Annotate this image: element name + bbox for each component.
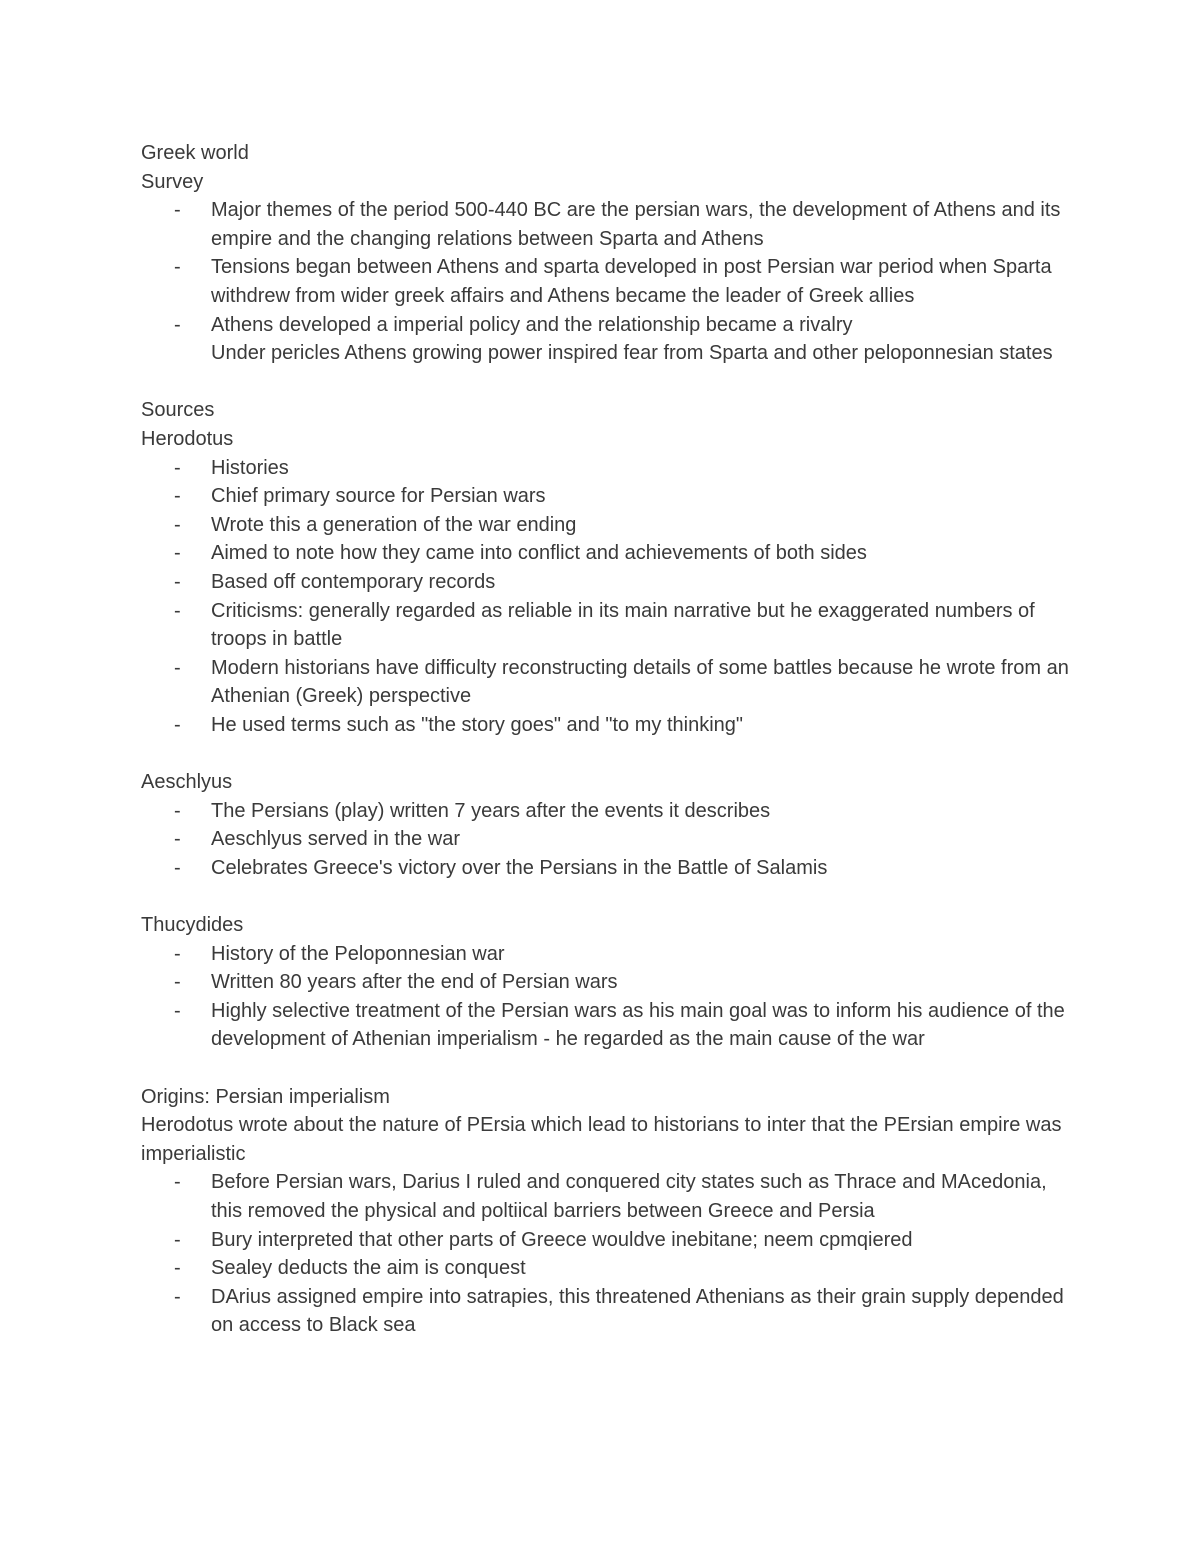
list-item-text: Celebrates Greece's victory over the Persians in the Battle of Salamis (211, 856, 828, 879)
bullet-dash: - (174, 1171, 181, 1194)
bullet-dash: - (174, 799, 181, 822)
list-item (141, 1226, 1071, 1255)
list-item (141, 1254, 1071, 1283)
thucydides-list (141, 940, 1071, 1054)
bullet-dash: - (174, 971, 181, 994)
thucydides-heading: Thucydides (141, 914, 244, 937)
paragraph-spacer (141, 739, 1071, 768)
list-item (141, 654, 1071, 711)
list-item-text: Athens developed a imperial policy and the relationship became a rivalry (211, 313, 853, 336)
list-item (141, 597, 1071, 654)
list-item (141, 1168, 1071, 1225)
list-item-text: Criticisms: generally regarded as reliable in its main narrative but he exaggerated numbers of troops in battle (211, 599, 1035, 651)
bullet-dash: - (174, 856, 181, 879)
bullet-dash: - (174, 599, 181, 622)
document-title: Greek world (141, 142, 249, 164)
survey-continuation: Under pericles Athens growing power inspired fear from Sparta and other peloponnesian states (211, 342, 1053, 365)
list-item-text: The Persians (play) written 7 years after the events it describes (211, 799, 771, 822)
list-item (141, 797, 1071, 826)
list-item (141, 940, 1071, 969)
list-item (141, 825, 1071, 854)
herodotus-heading: Herodotus (141, 427, 234, 450)
list-item (141, 568, 1071, 597)
bullet-dash: - (174, 542, 181, 565)
origins-list (141, 1168, 1071, 1340)
bullet-dash: - (174, 1228, 181, 1251)
origins-intro: Herodotus wrote about the nature of PErsia which lead to historians to inter that the PErsian empire was imperialistic (141, 1114, 1062, 1165)
list-item (141, 311, 1071, 340)
list-item (141, 253, 1071, 310)
list-item-text: Aeschlyus served in the war (211, 828, 461, 851)
bullet-dash: - (174, 513, 181, 536)
list-item-text: Chief primary source for Persian wars (211, 485, 546, 508)
list-item (141, 511, 1071, 540)
bullet-dash: - (174, 1285, 181, 1308)
bullet-dash: - (174, 828, 181, 851)
document-page (141, 139, 1071, 1340)
sources-heading: Sources (141, 399, 215, 422)
list-item-text: Aimed to note how they came into conflict and achievements of both sides (211, 542, 867, 565)
bullet-dash: - (174, 942, 181, 965)
list-item-text: Based off contemporary records (211, 570, 496, 593)
list-item-text: Wrote this a generation of the war ending (211, 513, 577, 536)
bullet-dash: - (174, 456, 181, 479)
bullet-dash: - (174, 199, 181, 222)
list-item (141, 711, 1071, 740)
list-item-text: Highly selective treatment of the Persian wars as his main goal was to inform his audience of the development of Athenian imperialism - he regarded as the main cause of the war (211, 999, 1065, 1051)
bullet-dash: - (174, 256, 181, 279)
survey-heading: Survey (141, 170, 204, 193)
bullet-dash: - (174, 999, 181, 1022)
list-item-text: Tensions began between Athens and sparta developed in post Persian war period when Sparta withdrew from wider greek affairs and Athens became the leader of Greek allies (211, 256, 1052, 307)
list-item-text: Before Persian wars, Darius I ruled and conquered city states such as Thrace and MAcedonia, this removed the physical and poltiical barriers between Greece and Persia (211, 1171, 1047, 1222)
paragraph-spacer (141, 368, 1071, 397)
list-item (141, 854, 1071, 883)
bullet-dash: - (174, 1257, 181, 1280)
list-item (141, 196, 1071, 253)
origins-heading: Origins: Persian imperialism (141, 1085, 390, 1108)
list-item-text: History of the Peloponnesian war (211, 942, 505, 965)
aeschylus-list (141, 797, 1071, 883)
bullet-dash: - (174, 656, 181, 679)
list-item-text: Sealey deducts the aim is conquest (211, 1257, 526, 1280)
bullet-dash: - (174, 313, 181, 336)
bullet-dash: - (174, 485, 181, 508)
bullet-dash: - (174, 713, 181, 736)
list-item-text: Histories (211, 456, 289, 479)
list-item-text: Bury interpreted that other parts of Greece wouldve inebitane; neem cpmqiered (211, 1228, 913, 1251)
bullet-dash: - (174, 570, 181, 593)
paragraph-spacer (141, 1054, 1071, 1083)
list-item (141, 997, 1071, 1054)
aeschylus-heading: Aeschlyus (141, 771, 233, 794)
list-item (141, 1283, 1071, 1340)
list-item (141, 454, 1071, 483)
list-item-text: DArius assigned empire into satrapies, this threatened Athenians as their grain supply depended on access to Black sea (211, 1285, 1064, 1337)
list-item-text: Modern historians have difficulty reconstructing details of some battles because he wrote from an Athenian (Greek) perspective (211, 656, 1069, 708)
list-item-text: Major themes of the period 500-440 BC are the persian wars, the development of Athens and its empire and the changing relations between Sparta and Athens (211, 199, 1061, 250)
survey-list (141, 196, 1071, 339)
paragraph-spacer (141, 882, 1071, 911)
list-item (141, 539, 1071, 568)
list-item (141, 482, 1071, 511)
herodotus-list (141, 454, 1071, 740)
list-item-text: He used terms such as "the story goes" and "to my thinking" (211, 713, 743, 736)
list-item (141, 968, 1071, 997)
list-item-text: Written 80 years after the end of Persian wars (211, 971, 618, 994)
